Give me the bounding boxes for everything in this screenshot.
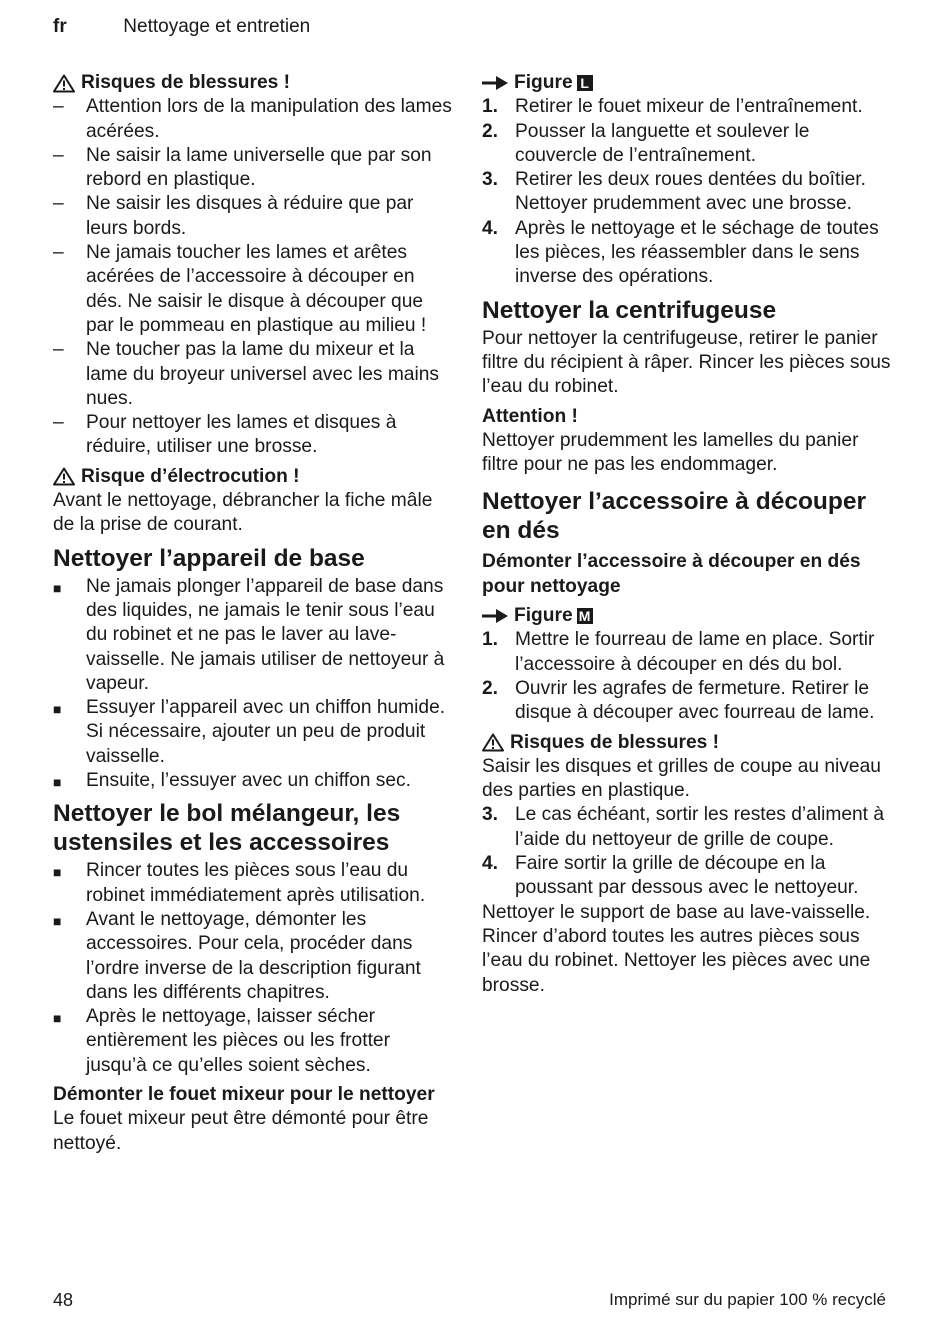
list-item: – Ne toucher pas la lame du mixeur et la lame du broyeur universel avec les mains nues. [53, 339, 440, 409]
figure-letter-box: L [577, 75, 593, 91]
list-item: – Pour nettoyer les lames et disques à réduire, utiliser une brosse. [53, 412, 397, 458]
list-item: ■ Essuyer l’appareil avec un chiffon humide. Si nécessaire, ajouter un peu de produit vaisselle. [53, 697, 446, 767]
list-item: – Attention lors de la manipulation des lames acérées. [53, 96, 452, 142]
dicer-steps-list [482, 628, 892, 725]
list-item: ■ Rincer toutes les pièces sous l’eau du robinet immédiatement après utilisation. [53, 860, 426, 906]
recycled-paper-note: Imprimé sur du papier 100 % recyclé [609, 1290, 886, 1309]
heading-clean-juicer: Nettoyer la centrifugeuse [482, 296, 777, 324]
right-column [482, 71, 892, 998]
base-cleaning-list [53, 575, 453, 794]
list-item: ■ Après le nettoyage, laisser sécher entièrement les pièces ou les frotter jusqu’à ce qu’elles soient sèches. [53, 1006, 390, 1076]
arrow-right-icon [482, 76, 508, 90]
subheading-dicer-disassemble: Démonter l’accessoire à découper en dés pour nettoyage [482, 551, 861, 597]
injury-warning-text: Saisir les disques et grilles de coupe au niveau des parties en plastique. [482, 755, 881, 802]
figure-reference-m: Figure M [482, 604, 892, 628]
juicer-text: Pour nettoyer la centrifugeuse, retirer le panier filtre du récipient à râper. Rincer les pièces sous l’eau du robinet. [482, 327, 891, 398]
warning-injury-heading: Risques de blessures ! [53, 71, 453, 95]
figure-reference-l: Figure L [482, 71, 892, 95]
dishwasher-text: Nettoyer le support de base au lave-vaisselle. [482, 901, 871, 923]
page-number: 48 [53, 1290, 74, 1310]
list-item: 4. Faire sortir la grille de découpe en la poussant par dessous avec le nettoyeur. [482, 853, 859, 899]
list-item: 1. Mettre le fourreau de lame en place. Sortir l’accessoire à découper en dés du bol. [482, 629, 875, 675]
list-item: 2. Pousser la languette et soulever le couvercle de l’entraînement. [482, 120, 810, 166]
list-item: 4. Après le nettoyage et le séchage de toutes les pièces, les réassembler dans le sens inverse des opérations. [482, 217, 879, 288]
list-item: 3. Retirer les deux roues dentées du boîtier. Nettoyer prudemment avec une brosse. [482, 169, 866, 215]
electrocution-text: Avant le nettoyage, débrancher la fiche mâle de la prise de courant. [53, 490, 433, 536]
heading-clean-base: Nettoyer l’appareil de base [53, 544, 365, 572]
language-code: fr [53, 16, 67, 37]
whisk-steps-list [482, 95, 892, 289]
attention-heading: Attention ! [482, 405, 578, 427]
figure-letter-box: M [577, 608, 593, 624]
page-header [53, 16, 310, 38]
heading-clean-dicer: Nettoyer l’accessoire à découper en dés [482, 488, 867, 545]
left-column [53, 71, 453, 1156]
warning-triangle-icon [53, 74, 75, 93]
list-item: 1. Retirer le fouet mixeur de l’entraînement. [482, 96, 863, 118]
list-item: 3. Le cas échéant, sortir les restes d’aliment à l’aide du nettoyeur de grille de coupe. [482, 804, 885, 850]
list-item: – Ne saisir les disques à réduire que par leurs bords. [53, 193, 414, 239]
attention-text: Nettoyer prudemment les lamelles du panier filtre pour ne pas les endommager. [482, 429, 859, 476]
list-item: 2. Ouvrir les agrafes de fermeture. Retirer le disque à découper avec fourreau de lame. [482, 677, 875, 724]
dicer-steps-list-continued [482, 803, 892, 900]
heading-clean-bowl: Nettoyer le bol mélangeur, les ustensiles et les accessoires [53, 800, 401, 857]
list-item: – Ne jamais toucher les lames et arêtes acérées de l’accessoire à découper en dés. Ne saisir le disque à découper que par le pommeau en plastique au milieu ! [53, 242, 427, 336]
section-title: Nettoyage et entretien [123, 16, 311, 37]
list-item: ■ Ne jamais plonger l’appareil de base dans des liquides, ne jamais le tenir sous l’eau du robinet et ne pas le laver au lave-vaisselle. Ne jamais utiliser de nettoyeur à vapeur. [53, 575, 445, 694]
list-item: ■ Ensuite, l’essuyer avec un chiffon sec. [53, 770, 411, 792]
warning-electrocution-heading: Risque d’électrocution ! [53, 465, 453, 489]
list-item: ■ Avant le nettoyage, démonter les accessoires. Pour cela, procéder dans l’ordre inverse de la description figurant dans les différents chapitres. [53, 908, 421, 1003]
injury-warning-list [53, 95, 453, 459]
warning-triangle-icon [53, 467, 75, 486]
arrow-right-icon [482, 609, 508, 623]
bowl-cleaning-list [53, 859, 453, 1078]
warning-triangle-icon [482, 733, 504, 752]
warning-injury-heading-2: Risques de blessures ! [482, 731, 892, 755]
list-item: – Ne saisir la lame universelle que par son rebord en plastique. [53, 144, 432, 191]
subheading-whisk: Démonter le fouet mixeur pour le nettoyer [53, 1083, 435, 1105]
whisk-text: Le fouet mixeur peut être démonté pour être nettoyé. [53, 1108, 429, 1154]
rinse-text: Rincer d’abord toutes les autres pièces sous l’eau du robinet. Nettoyer les pièces avec une brosse. [482, 925, 871, 996]
